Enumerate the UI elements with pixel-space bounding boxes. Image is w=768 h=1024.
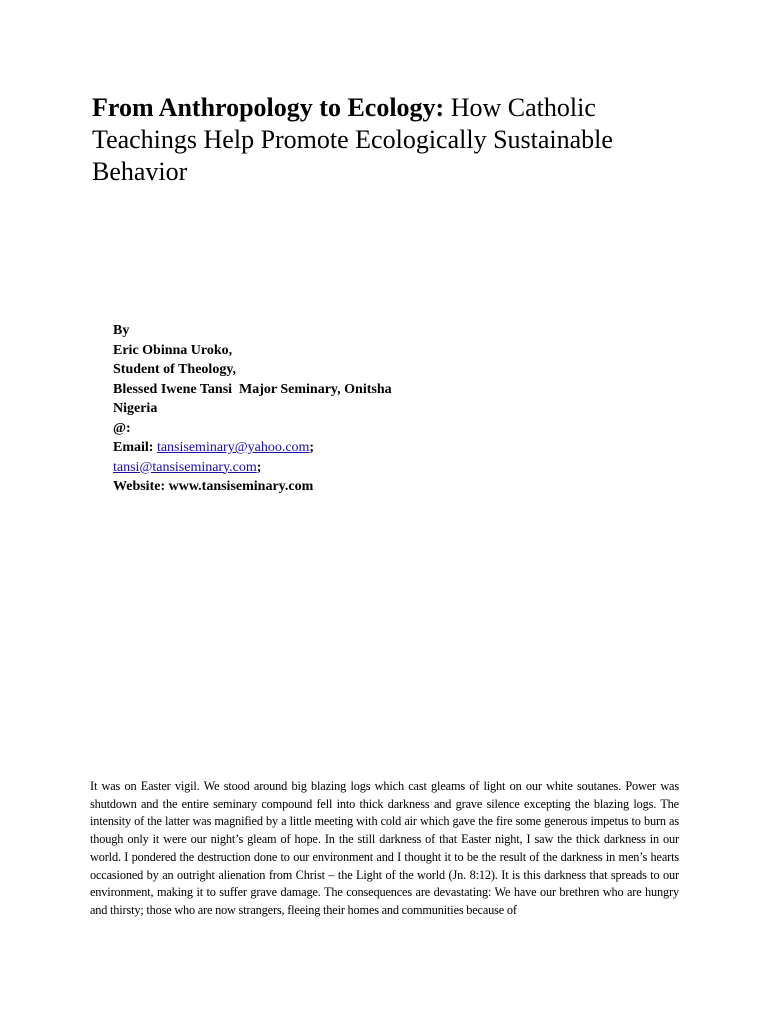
author-role: Student of Theology, <box>113 362 237 377</box>
email-line <box>113 438 673 458</box>
author-block <box>113 321 673 497</box>
author-name: Eric Obinna Uroko, <box>113 342 233 358</box>
author-website: Website: www.tansiseminary.com <box>113 479 314 494</box>
email-link-yahoo[interactable]: tansiseminary@yahoo.com <box>156 440 310 455</box>
author-country: Nigeria <box>113 401 158 416</box>
email-separator: ; <box>309 440 315 455</box>
author-institution: Blessed Iwene Tansi Major Seminary, Onitsha <box>113 381 392 397</box>
author-by: By <box>113 323 130 338</box>
email-separator-2: ; <box>256 459 262 475</box>
title-bold-part: From Anthropology to Ecology: <box>92 93 445 122</box>
author-at: @: <box>113 420 131 436</box>
email-link-tansi[interactable]: tansi@tansiseminary.com <box>113 459 257 475</box>
email-label: Email: <box>113 440 157 455</box>
title-rest: How Catholic Teachings Help Promote Ecologically Sustainable Behavior <box>92 93 613 186</box>
document-title <box>92 92 692 188</box>
email-line-2 <box>113 458 673 478</box>
body-paragraph: It was on Easter vigil. We stood around big blazing logs which cast gleams of light on our white soutanes. Power was shutdown and the entire seminary compound fell into thick darkness and grave silence excepting the blazing logs. The intensity of the latter was magnified by a little meeting with cold air which gave the fire some generous impetus to burn as though only it were our night’s gleam of hope. In the still darkness of that Easter night, I saw the thick darkness in our world. I pondered the destruction done to our environment and I thought it to be the result of the darkness in men’s hearts occasioned by an outright alienation from Christ – the Light of the world (Jn. 8:12). It is this darkness that spreads to our environment, making it to suffer grave damage. The consequences are devastating: We have our brethren who are hungry and thirsty; those who are now strangers, fleeing their homes and communities because of <box>90 779 679 917</box>
